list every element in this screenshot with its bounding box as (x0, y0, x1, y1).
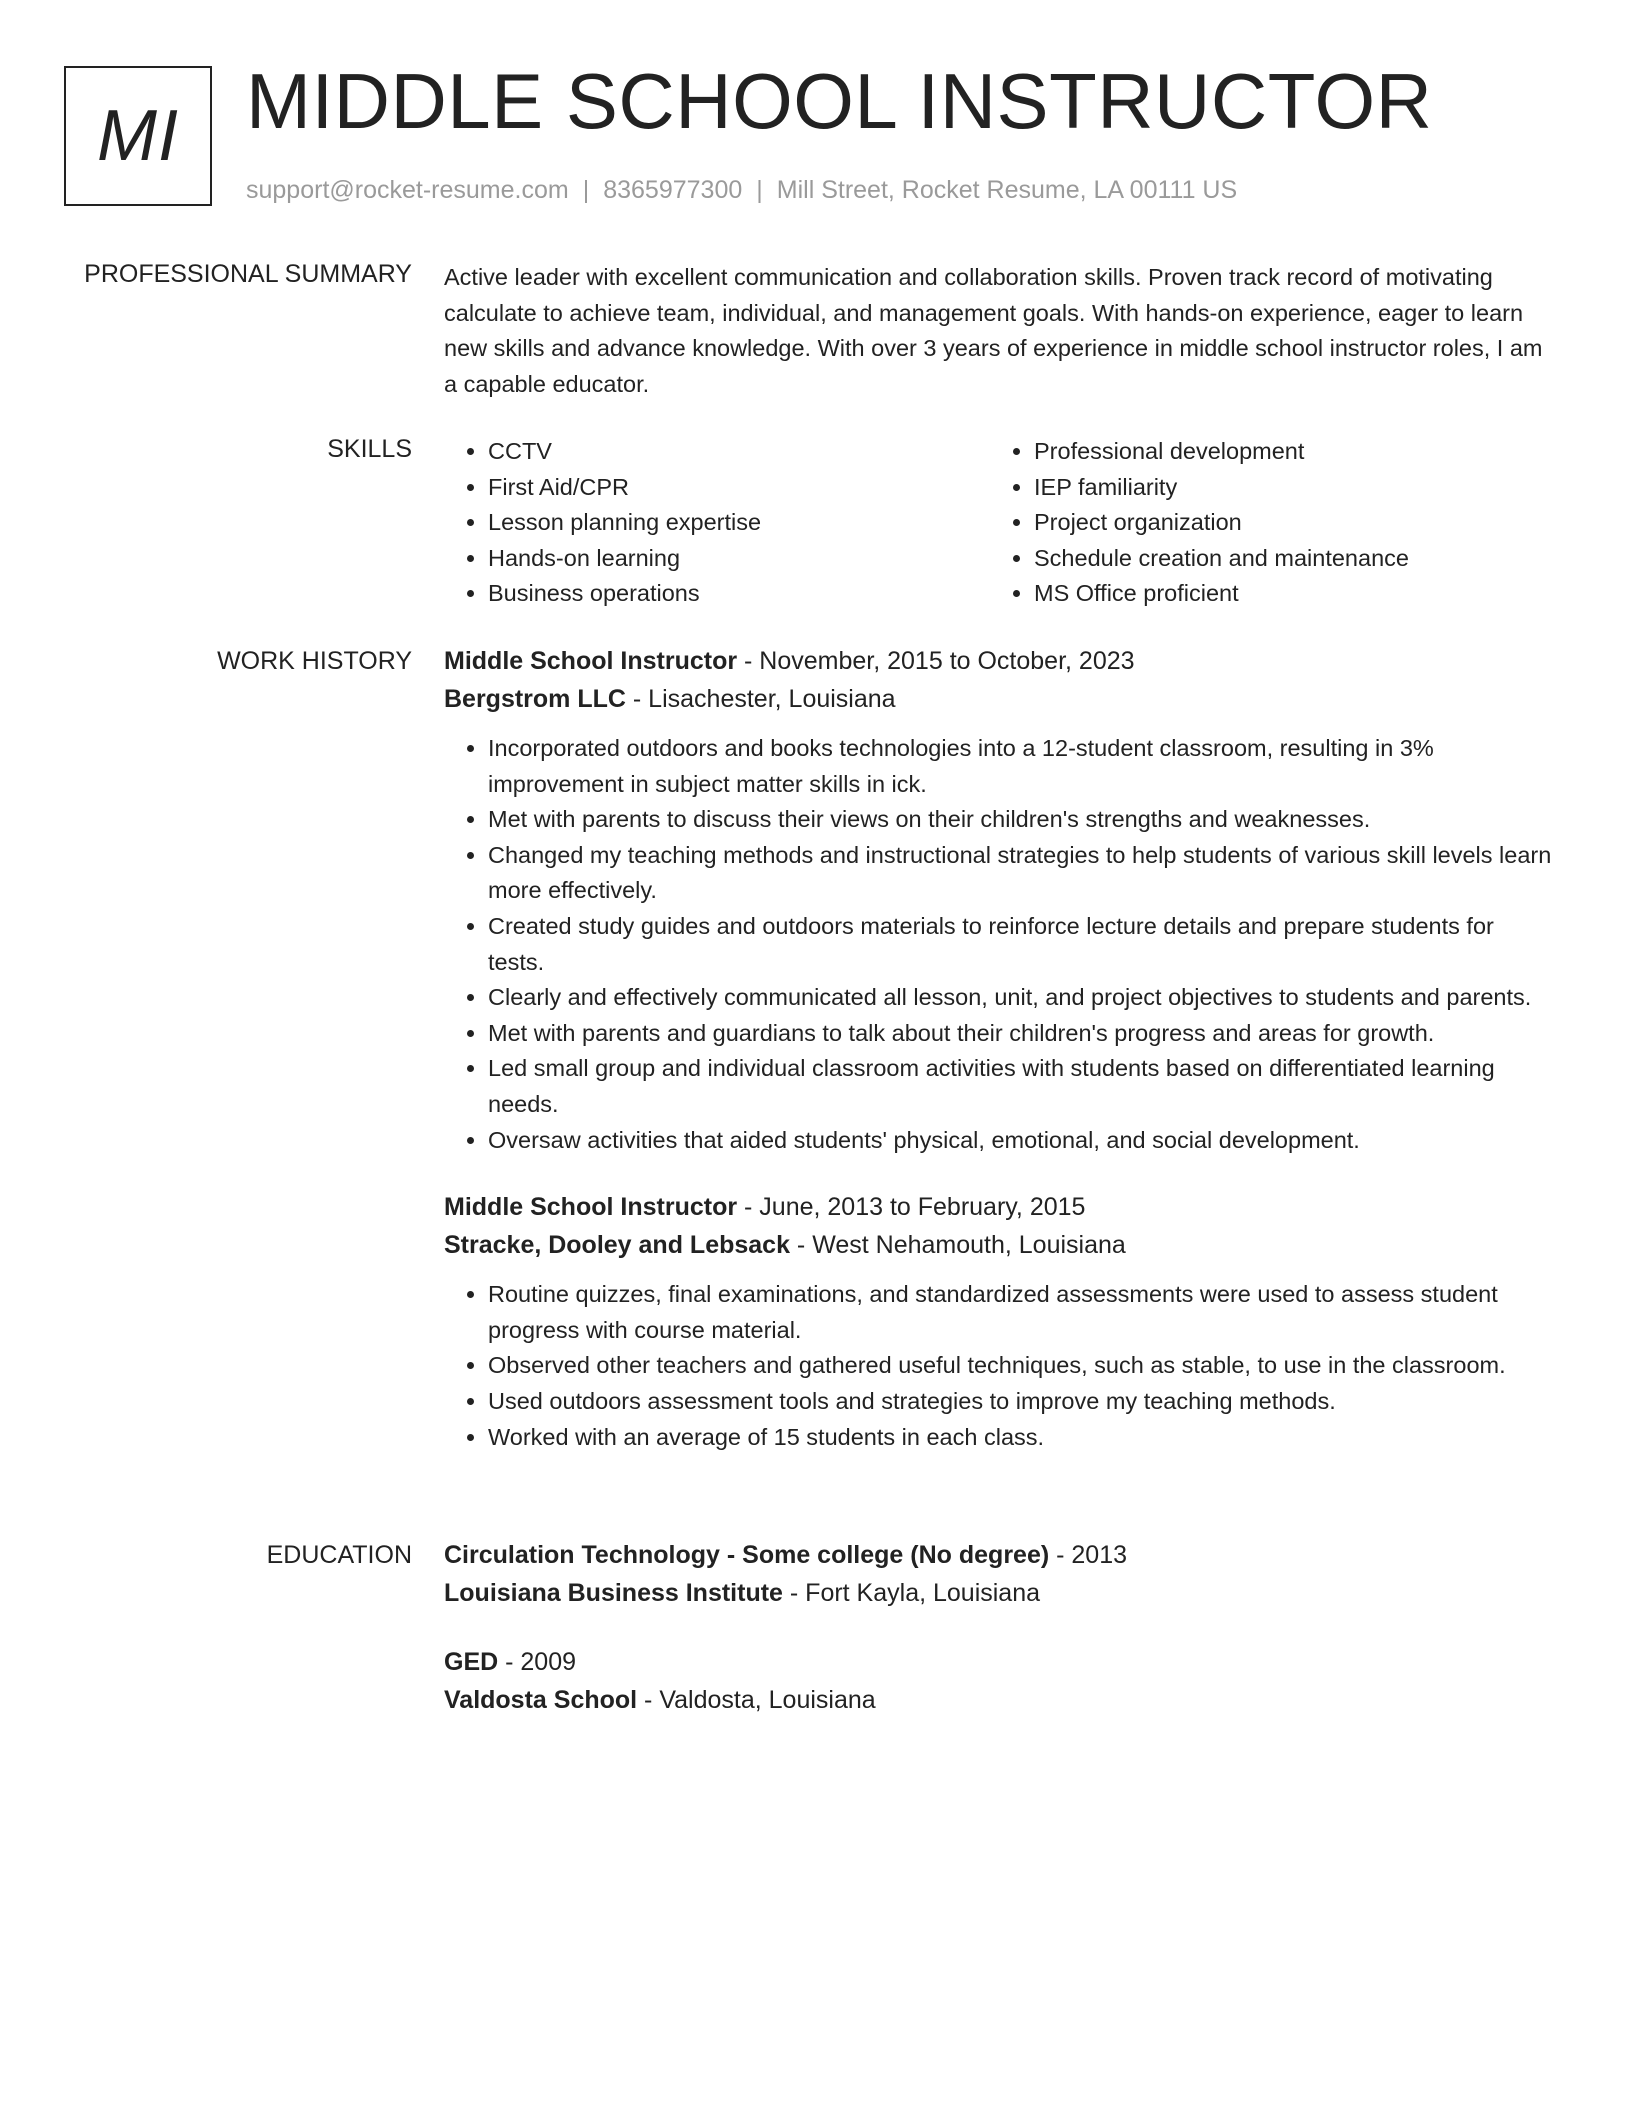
job-duty: • Used outdoors assessment tools and strategies to improve my teaching methods. (488, 1384, 1554, 1420)
job-duty: • Changed my teaching methods and instructional strategies to help students of various skill levels learn more effectively. (488, 838, 1554, 909)
job-location: - West Nehamouth, Louisiana (789, 1231, 1126, 1260)
summary-heading: PROFESSIONAL SUMMARY (84, 260, 412, 288)
job-title: Middle School Instructor (444, 647, 738, 675)
skill-item: • CCTV (488, 434, 990, 470)
degree-name: GED (444, 1648, 499, 1676)
summary-text: Active leader with excellent communication and collaboration skills. Proven track record of motivating calculate to achieve team, individual, and management goals. With hands-on experience, eager to learn new skills and advance knowledge. With over 3 years of experience in middle school instructor roles, I am a capable educator. (444, 264, 1543, 397)
degree-year: - 2013 (1049, 1541, 1128, 1569)
job-company-line (444, 680, 1554, 718)
skill-item: • Professional development (1034, 434, 1536, 470)
skill-item: • Business operations (488, 576, 990, 612)
job-duty: • Oversaw activities that aided students' physical, emotional, and social development. (488, 1123, 1554, 1159)
job-title-line (444, 1188, 1554, 1226)
job-title: Middle School Instructor (444, 1193, 738, 1222)
skill-item: • Lesson planning expertise (488, 505, 990, 541)
skills-columns (444, 434, 1554, 612)
job-company-line (444, 1226, 1554, 1264)
skill-item: • MS Office proficient (1034, 576, 1536, 612)
contact-separator: | (582, 176, 590, 204)
contact-email: support@rocket-resume.com (246, 176, 569, 204)
job-dates: - November, 2015 to October, 2023 (737, 647, 1135, 675)
skill-item: • Hands-on learning (488, 541, 990, 577)
job-duty: • Routine quizzes, final examinations, and standardized assessments were used to assess student progress with course material. (488, 1277, 1554, 1348)
skills-column-left (444, 434, 990, 612)
job-duty: • Observed other teachers and gathered useful techniques, such as stable, to use in the classroom. (488, 1348, 1554, 1384)
contact-address: Mill Street, Rocket Resume, LA 00111 US (776, 176, 1238, 204)
job-title-line (444, 642, 1554, 680)
job-company: Bergstrom LLC (444, 685, 626, 713)
degree-name: Circulation Technology - Some college (No degree) (444, 1541, 1050, 1569)
job-entry (444, 1188, 1554, 1455)
skill-item: • Project organization (1034, 505, 1536, 541)
contact-line (246, 175, 1237, 205)
school-location: - Fort Kayla, Louisiana (782, 1579, 1041, 1607)
job-duty: • Created study guides and outdoors materials to reinforce lecture details and prepare students for tests. (488, 909, 1554, 980)
job-duty: • Worked with an average of 15 students in each class. (488, 1420, 1554, 1456)
education-heading: EDUCATION (266, 1541, 412, 1569)
contact-separator: | (756, 176, 763, 204)
monogram-logo (64, 66, 212, 206)
degree-line (444, 1643, 1554, 1681)
degree-year: - 2009 (498, 1648, 577, 1676)
job-entry (444, 642, 1554, 1158)
job-duties (444, 1277, 1554, 1455)
education-entry (444, 1643, 1554, 1719)
school-location: - Valdosta, Louisiana (637, 1686, 876, 1714)
job-duty: • Incorporated outdoors and books technologies into a 12-student classroom, resulting in 3% improvement in subject matter skills in ick. (488, 731, 1554, 802)
job-duty: • Led small group and individual classroom activities with students based on differentiated learning needs. (488, 1051, 1554, 1122)
degree-line (444, 1536, 1554, 1574)
skills-column-right (990, 434, 1536, 612)
job-duties (444, 731, 1554, 1158)
job-dates: - June, 2013 to February, 2015 (737, 1193, 1086, 1222)
school-line (444, 1574, 1554, 1612)
school-name: Louisiana Business Institute (444, 1579, 783, 1607)
skills-heading: SKILLS (327, 435, 412, 463)
monogram-initials: MI (97, 96, 179, 176)
education-entry (444, 1536, 1554, 1612)
school-name: Valdosta School (444, 1686, 638, 1714)
job-duty: • Met with parents and guardians to talk about their children's progress and areas for growth. (488, 1016, 1554, 1052)
work-history-heading: WORK HISTORY (217, 647, 412, 675)
job-duty: • Met with parents to discuss their views on their children's strengths and weaknesses. (488, 802, 1554, 838)
skill-item: • First Aid/CPR (488, 470, 990, 506)
skill-item: • Schedule creation and maintenance (1034, 541, 1536, 577)
school-line (444, 1681, 1554, 1719)
contact-phone: 8365977300 (603, 176, 743, 204)
job-company: Stracke, Dooley and Lebsack (444, 1231, 790, 1260)
job-duty: • Clearly and effectively communicated all lesson, unit, and project objectives to students and parents. (488, 980, 1554, 1016)
resume-name: MIDDLE SCHOOL INSTRUCTOR (246, 57, 1433, 145)
job-location: - Lisachester, Louisiana (625, 685, 896, 713)
skill-item: • IEP familiarity (1034, 470, 1536, 506)
